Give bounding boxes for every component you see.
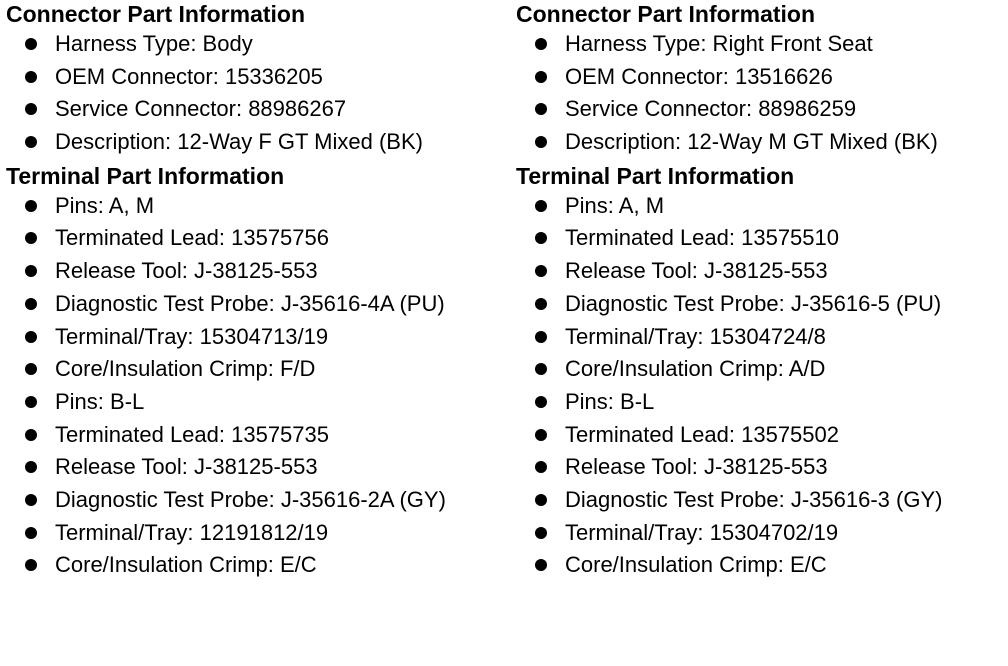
list-item: [6, 451, 506, 484]
core-insulation-crimp: Core/Insulation Crimp: E/C: [565, 552, 827, 578]
diagnostic-test-probe: Diagnostic Test Probe: J-35616-2A (GY): [55, 486, 446, 512]
bullet-icon: [25, 136, 37, 148]
bullet-icon: [25, 71, 37, 83]
terminal-part-heading: Terminal Part Information: [6, 162, 285, 189]
release-tool: Release Tool: J-38125-553: [55, 454, 318, 480]
diagnostic-test-probe: Diagnostic Test Probe: J-35616-3 (GY): [565, 486, 943, 512]
list-item: [6, 255, 506, 288]
bullet-icon: [25, 396, 37, 408]
bullet-icon: [25, 200, 37, 212]
bullet-icon: [25, 103, 37, 115]
terminated-lead: Terminated Lead: 13575756: [55, 225, 329, 251]
list-item: [6, 61, 506, 94]
bullet-icon: [535, 103, 547, 115]
terminated-lead: Terminated Lead: 13575510: [565, 225, 839, 251]
list-item: [6, 484, 506, 517]
bullet-icon: [535, 298, 547, 310]
list-item: [6, 353, 506, 386]
bullet-icon: [535, 38, 547, 50]
bullet-icon: [25, 559, 37, 571]
bullet-icon: [25, 298, 37, 310]
bullet-icon: [535, 71, 547, 83]
bullet-icon: [535, 494, 547, 506]
bullet-icon: [535, 363, 547, 375]
harness-type: Harness Type: Right Front Seat: [565, 31, 873, 56]
release-tool: Release Tool: J-38125-553: [565, 258, 828, 284]
bullet-icon: [25, 363, 37, 375]
list-item: [6, 190, 506, 223]
list-item: [516, 451, 1008, 484]
connector-part-heading: Connector Part Information: [6, 1, 306, 27]
terminal-tray: Terminal/Tray: 15304724/8: [565, 323, 826, 349]
list-item: [516, 517, 1008, 550]
diagnostic-test-probe: Diagnostic Test Probe: J-35616-4A (PU): [55, 290, 445, 316]
bullet-icon: [25, 429, 37, 441]
connector-part-heading: Connector Part Information: [516, 1, 816, 27]
list-item: [6, 222, 506, 255]
terminal-tray: Terminal/Tray: 12191812/19: [55, 519, 329, 545]
oem-connector: OEM Connector: 13516626: [565, 63, 833, 89]
list-item: [6, 549, 506, 582]
pins: Pins: A, M: [55, 192, 155, 218]
bullet-icon: [25, 331, 37, 343]
bullet-icon: [535, 429, 547, 441]
list-item: [516, 419, 1008, 452]
core-insulation-crimp: Core/Insulation Crimp: E/C: [55, 552, 317, 578]
bullet-icon: [25, 494, 37, 506]
description: Description: 12-Way M GT Mixed (BK): [565, 129, 938, 155]
list-item: [516, 93, 1008, 126]
connector-part-list: [516, 28, 1008, 159]
list-item: [6, 386, 506, 419]
pins: Pins: B-L: [55, 388, 145, 414]
bullet-icon: [25, 232, 37, 244]
list-item: [516, 190, 1008, 223]
connector-part-list: [6, 28, 506, 159]
oem-connector: OEM Connector: 15336205: [55, 63, 323, 89]
terminal-tray: Terminal/Tray: 15304713/19: [55, 323, 329, 349]
right-column: [516, 0, 1008, 582]
list-item: [516, 386, 1008, 419]
terminal-tray: Terminal/Tray: 15304702/19: [565, 519, 839, 545]
list-item: [516, 353, 1008, 386]
list-item: [6, 288, 506, 321]
service-connector: Service Connector: 88986267: [55, 96, 347, 122]
list-item: [6, 321, 506, 354]
list-item: [516, 222, 1008, 255]
list-item: [6, 93, 506, 126]
bullet-icon: [535, 265, 547, 277]
list-item: [6, 126, 506, 159]
release-tool: Release Tool: J-38125-553: [565, 454, 828, 480]
release-tool: Release Tool: J-38125-553: [55, 258, 318, 284]
terminal-group-list: [6, 190, 506, 386]
pins: Pins: A, M: [565, 192, 665, 218]
bullet-icon: [535, 461, 547, 473]
list-item: [516, 255, 1008, 288]
pins: Pins: B-L: [565, 388, 655, 414]
list-item: [516, 321, 1008, 354]
bullet-icon: [25, 527, 37, 539]
bullet-icon: [535, 136, 547, 148]
list-item: [516, 484, 1008, 517]
list-item: [516, 28, 1008, 61]
list-item: [516, 288, 1008, 321]
list-item: [516, 126, 1008, 159]
diagnostic-test-probe: Diagnostic Test Probe: J-35616-5 (PU): [565, 290, 942, 316]
terminal-group-list: [6, 386, 506, 582]
bullet-icon: [535, 331, 547, 343]
service-connector: Service Connector: 88986259: [565, 96, 857, 122]
terminal-group-list: [516, 386, 1008, 582]
core-insulation-crimp: Core/Insulation Crimp: F/D: [55, 356, 316, 382]
list-item: [516, 549, 1008, 582]
left-column: [6, 0, 506, 582]
list-item: [6, 419, 506, 452]
terminated-lead: Terminated Lead: 13575502: [565, 421, 839, 447]
bullet-icon: [25, 38, 37, 50]
bullet-icon: [535, 200, 547, 212]
list-item: [6, 28, 506, 61]
terminated-lead: Terminated Lead: 13575735: [55, 421, 329, 447]
harness-type: Harness Type: Body: [55, 31, 253, 56]
terminal-group-list: [516, 190, 1008, 386]
core-insulation-crimp: Core/Insulation Crimp: A/D: [565, 356, 826, 382]
bullet-icon: [25, 265, 37, 277]
bullet-icon: [535, 396, 547, 408]
description: Description: 12-Way F GT Mixed (BK): [55, 129, 423, 155]
bullet-icon: [535, 559, 547, 571]
bullet-icon: [535, 232, 547, 244]
terminal-part-heading: Terminal Part Information: [516, 162, 795, 189]
list-item: [6, 517, 506, 550]
list-item: [516, 61, 1008, 94]
bullet-icon: [535, 527, 547, 539]
bullet-icon: [25, 461, 37, 473]
